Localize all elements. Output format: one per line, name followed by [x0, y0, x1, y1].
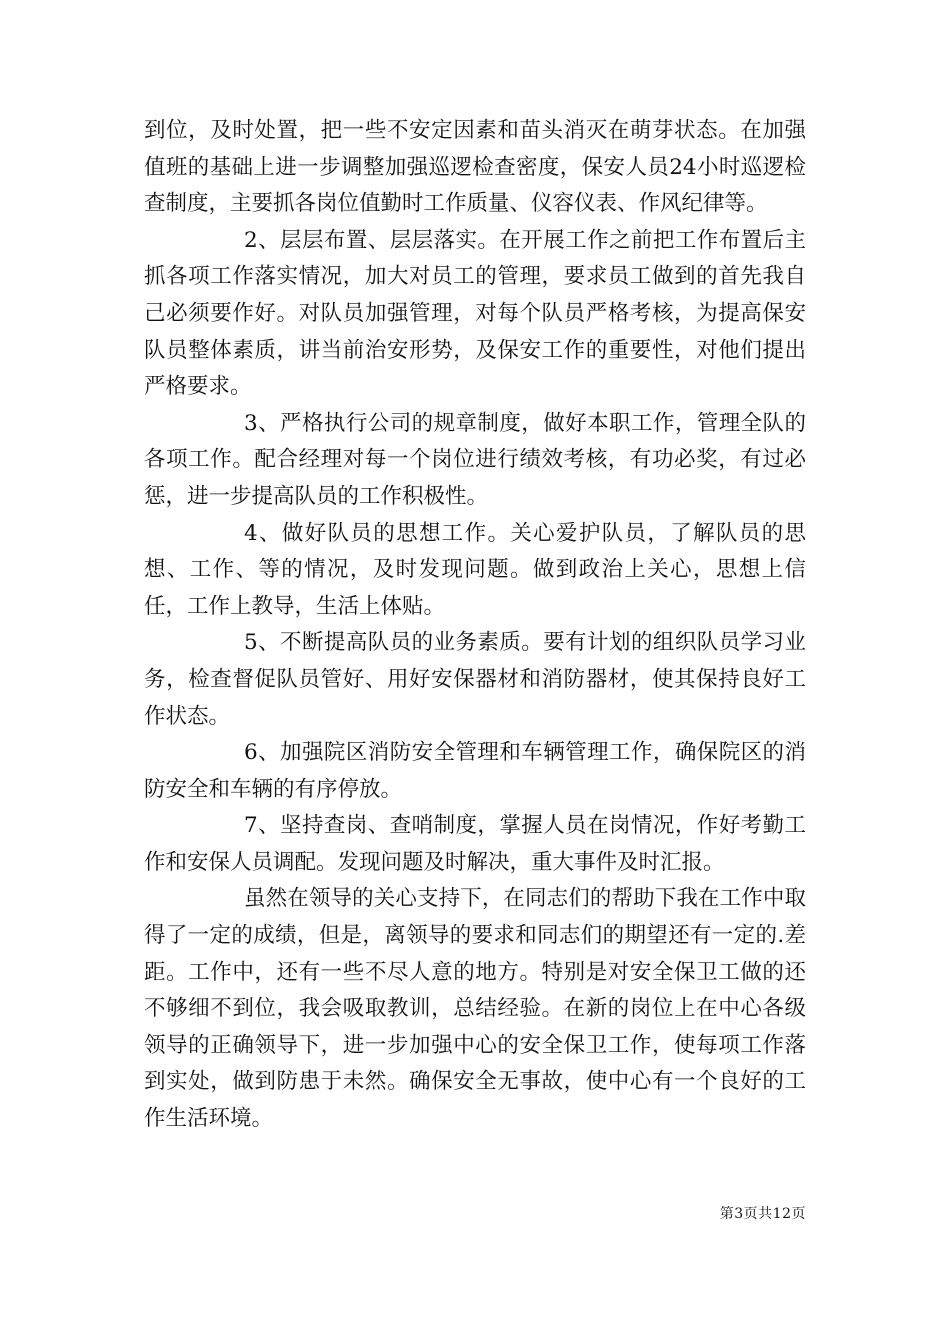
paragraph-item-7: 7、坚持查岗、查哨制度，掌握人员在岗情况，作好考勤工作和安保人员调配。发现问题及时解决，重大事件及时汇报。 [144, 813, 806, 875]
paragraph-item-4: 4、做好队员的思想工作。关心爱护队员，了解队员的思想、工作、等的情况，及时发现问题。做到政治上关心，思想上信任，工作上教导，生活上体贴。 [144, 520, 806, 619]
paragraph-item-3: 3、严格执行公司的规章制度，做好本职工作，管理全队的各项工作。配合经理对每一个岗位进行绩效考核，有功必奖，有过必惩，进一步提高队员的工作积极性。 [144, 410, 806, 509]
document-body [144, 113, 806, 1138]
paragraph-item-6: 6、加强院区消防安全管理和车辆管理工作，确保院区的消防安全和车辆的有序停放。 [144, 740, 806, 802]
page-number-footer: 第3页共12页 [719, 1206, 806, 1222]
paragraph-continuation: 到位，及时处置，把一些不安定因素和苗头消灭在萌芽状态。在加强值班的基础上进一步调整加强巡逻检查密度，保安人员24小时巡逻检查制度，主要抓各岗位值勤时工作质量、仪容仪表、作风纪律等。 [144, 118, 806, 217]
paragraph-conclusion: 虽然在领导的关心支持下，在同志们的帮助下我在工作中取得了一定的成绩，但是，离领导的要求和同志们的期望还有一定的.差距。工作中，还有一些不尽人意的地方。特别是对安全保卫工做的还不够细不到位，我会吸取教训，总结经验。在新的岗位上在中心各级领导的正确领导下，进一步加强中心的安全保卫工作，使每项工作落到实处，做到防患于未然。确保安全无事故，使中心有一个良好的工作生活环境。 [144, 886, 806, 1132]
paragraph-item-2: 2、层层布置、层层落实。在开展工作之前把工作布置后主抓各项工作落实情况，加大对员工的管理，要求员工做到的首先我自己必须要作好。对队员加强管理，对每个队员严格考核，为提高保安队员整体素质，讲当前治安形势，及保安工作的重要性，对他们提出严格要求。 [144, 227, 806, 400]
paragraph-item-5: 5、不断提高队员的业务素质。要有计划的组织队员学习业务，检查督促队员管好、用好安保器材和消防器材，使其保持良好工作状态。 [144, 630, 806, 729]
